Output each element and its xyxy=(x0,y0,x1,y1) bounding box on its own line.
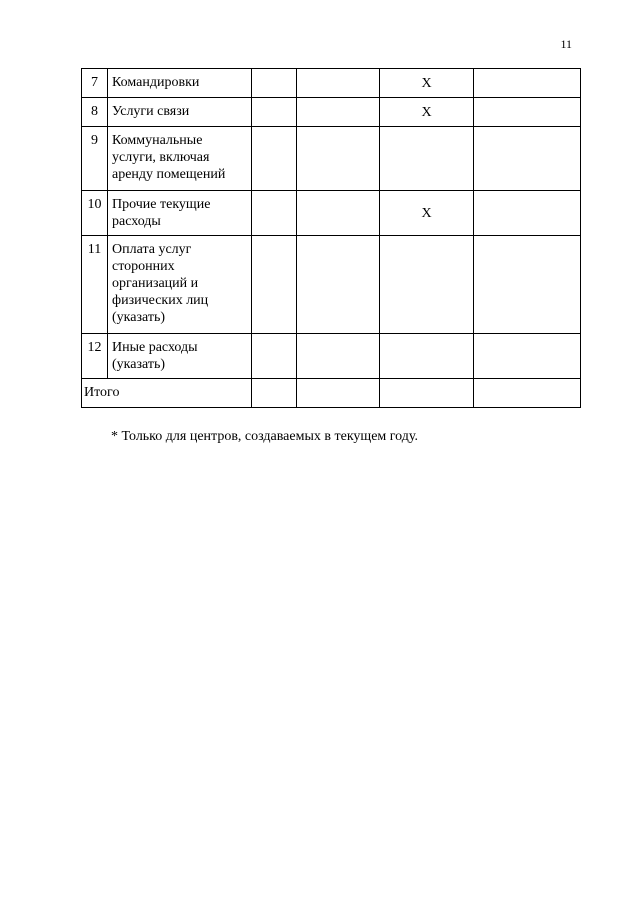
cell xyxy=(252,69,297,98)
cell xyxy=(297,98,380,127)
total-label: Итого xyxy=(82,379,252,408)
page-number: 11 xyxy=(560,37,572,51)
cell xyxy=(297,69,380,98)
cell xyxy=(297,334,380,379)
cell xyxy=(474,379,581,408)
table-row xyxy=(82,69,581,98)
table-row xyxy=(82,191,581,236)
cell-mark xyxy=(380,127,474,191)
cell xyxy=(297,127,380,191)
row-number: 11 xyxy=(82,236,108,334)
cell xyxy=(297,236,380,334)
cell-mark xyxy=(380,334,474,379)
table-row xyxy=(82,127,581,191)
cell-mark: X xyxy=(380,98,474,127)
cell xyxy=(297,379,380,408)
row-label: Услуги связи xyxy=(108,98,252,127)
row-number: 8 xyxy=(82,98,108,127)
cell xyxy=(474,98,581,127)
cell xyxy=(474,334,581,379)
row-label: Коммунальные услуги, включая аренду помещений xyxy=(108,127,252,191)
cell xyxy=(474,191,581,236)
expenses-table xyxy=(81,68,581,408)
cell xyxy=(297,191,380,236)
cell xyxy=(252,127,297,191)
row-number: 7 xyxy=(82,69,108,98)
cell-mark: X xyxy=(380,191,474,236)
cell xyxy=(252,379,297,408)
row-label: Прочие текущие расходы xyxy=(108,191,252,236)
cell xyxy=(380,379,474,408)
row-number: 9 xyxy=(82,127,108,191)
cell-mark: X xyxy=(380,69,474,98)
cell xyxy=(474,127,581,191)
cell xyxy=(474,236,581,334)
cell xyxy=(252,334,297,379)
table-row xyxy=(82,334,581,379)
row-label: Иные расходы (указать) xyxy=(108,334,252,379)
footnote: * Только для центров, создаваемых в текущем году. xyxy=(111,429,418,444)
cell-mark xyxy=(380,236,474,334)
cell xyxy=(252,236,297,334)
row-label: Командировки xyxy=(108,69,252,98)
cell xyxy=(252,191,297,236)
row-number: 12 xyxy=(82,334,108,379)
total-row xyxy=(82,379,581,408)
row-label: Оплата услуг сторонних организаций и физических лиц (указать) xyxy=(108,236,252,334)
cell xyxy=(474,69,581,98)
row-number: 10 xyxy=(82,191,108,236)
cell xyxy=(252,98,297,127)
table-row xyxy=(82,98,581,127)
table-row xyxy=(82,236,581,334)
